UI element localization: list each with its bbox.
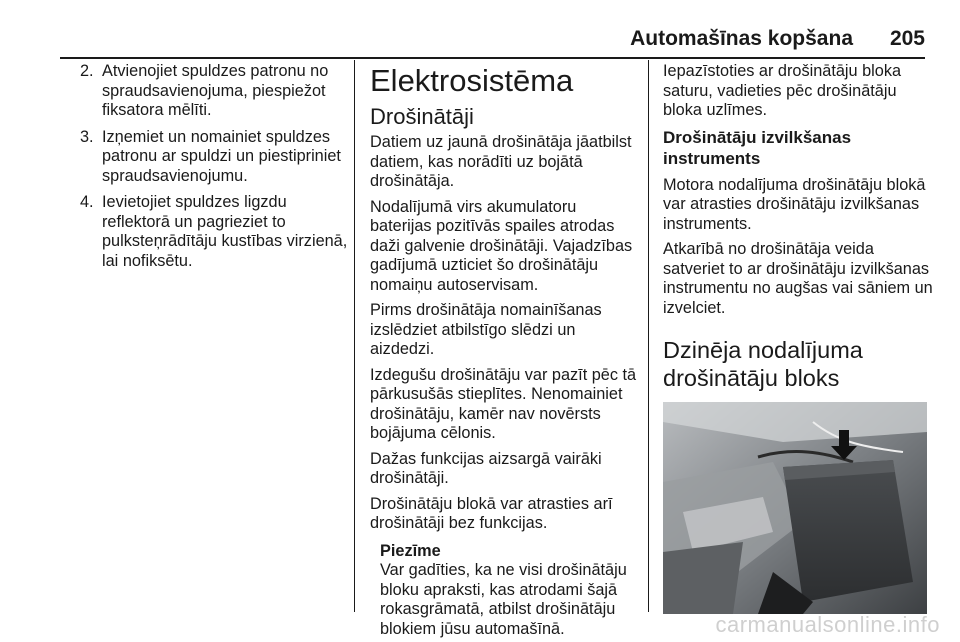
step-number: 3. bbox=[80, 127, 94, 146]
list-item bbox=[80, 193, 348, 271]
page-number: 205 bbox=[889, 27, 925, 50]
column-divider-right bbox=[648, 60, 649, 612]
steps-list bbox=[80, 62, 348, 271]
step-number: 2. bbox=[80, 62, 94, 80]
paragraph: Datiem uz jaunā drošinātāja jāatbilst datiem, kas norādīti uz bojātā drošinātāja. bbox=[370, 133, 632, 190]
paragraph: Drošinātāju blokā var atrasties arī drošinātāji bez funkcijas. bbox=[370, 494, 613, 532]
column-left bbox=[80, 62, 348, 278]
paragraph: Pirms drošinātāja nomainīšanas izslēdziet atbilstīgo slēdzi un aizdedzi. bbox=[370, 301, 602, 358]
step-text: Izņemiet un nomainiet spuldzes patronu ar spuldzi un piestipriniet spraudsavienojumu. bbox=[102, 127, 341, 185]
engine-compartment-photo bbox=[663, 402, 927, 614]
column-middle bbox=[370, 62, 638, 639]
engine-fusebox-heading: Dzinēja nodalījuma drošinātāju bloks bbox=[663, 337, 863, 391]
paragraph: Motora nodalījuma drošinātāju blokā var atrasties drošinātāju izvilkšanas instruments. bbox=[663, 175, 926, 233]
watermark: carmanualsonline.info bbox=[715, 612, 940, 637]
page-header bbox=[0, 24, 960, 54]
tool-heading: Drošinātāju izvilkšanas instruments bbox=[663, 127, 852, 168]
section-title: Elektrosistēma bbox=[370, 63, 574, 98]
step-text: Atvienojiet spuldzes patronu no spraudsavienojuma, piespiežot fiksatora mēlīti. bbox=[102, 62, 329, 119]
note-title: Piezīme bbox=[380, 541, 441, 560]
list-item bbox=[80, 128, 348, 187]
subsection-title: Drošinātāji bbox=[370, 104, 474, 129]
header-rule bbox=[60, 57, 925, 59]
paragraph: Iepazīstoties ar drošinātāju bloka saturu, vadieties pēc drošinātāju bloka uzlīmes. bbox=[663, 62, 902, 119]
step-number: 4. bbox=[80, 193, 94, 211]
column-right bbox=[663, 62, 933, 614]
note-box bbox=[370, 542, 638, 640]
paragraph: Izdegušu drošinātāju var pazīt pēc tā pārkusušās stieplītes. Nenomainiet drošinātāju, kamēr nav novērsts bojājuma cēlonis. bbox=[370, 365, 637, 442]
paragraph: Atkarībā no drošinātāja veida satveriet to ar drošinātāju izvilkšanas instrumentu no augšas vai sāniem un izvelciet. bbox=[663, 240, 933, 317]
list-item bbox=[80, 62, 348, 121]
paragraph: Dažas funkcijas aizsargā vairāki drošinātāji. bbox=[370, 449, 602, 487]
note-text: Var gadīties, ka ne visi drošinātāju bloku apraksti, kas atrodami šajā rokasgrāmatā, atbilst drošinātāju blokiem jūsu automašīnā. bbox=[380, 561, 627, 638]
engine-photo-drawing bbox=[663, 402, 927, 614]
column-divider-left bbox=[354, 60, 355, 612]
step-text: Ievietojiet spuldzes ligzdu reflektorā un pagrieziet to pulksteņrādītāju kustības virzienā, lai nofiksētu. bbox=[102, 193, 348, 270]
paragraph: Nodalījumā virs akumulatoru baterijas pozitīvās spailes atrodas daži galvenie drošinātāji. Vajadzības gadījumā uzticiet šo drošinātāju nomaiņu autoservisam. bbox=[370, 197, 633, 294]
running-title: Automašīnas kopšana bbox=[630, 27, 853, 50]
